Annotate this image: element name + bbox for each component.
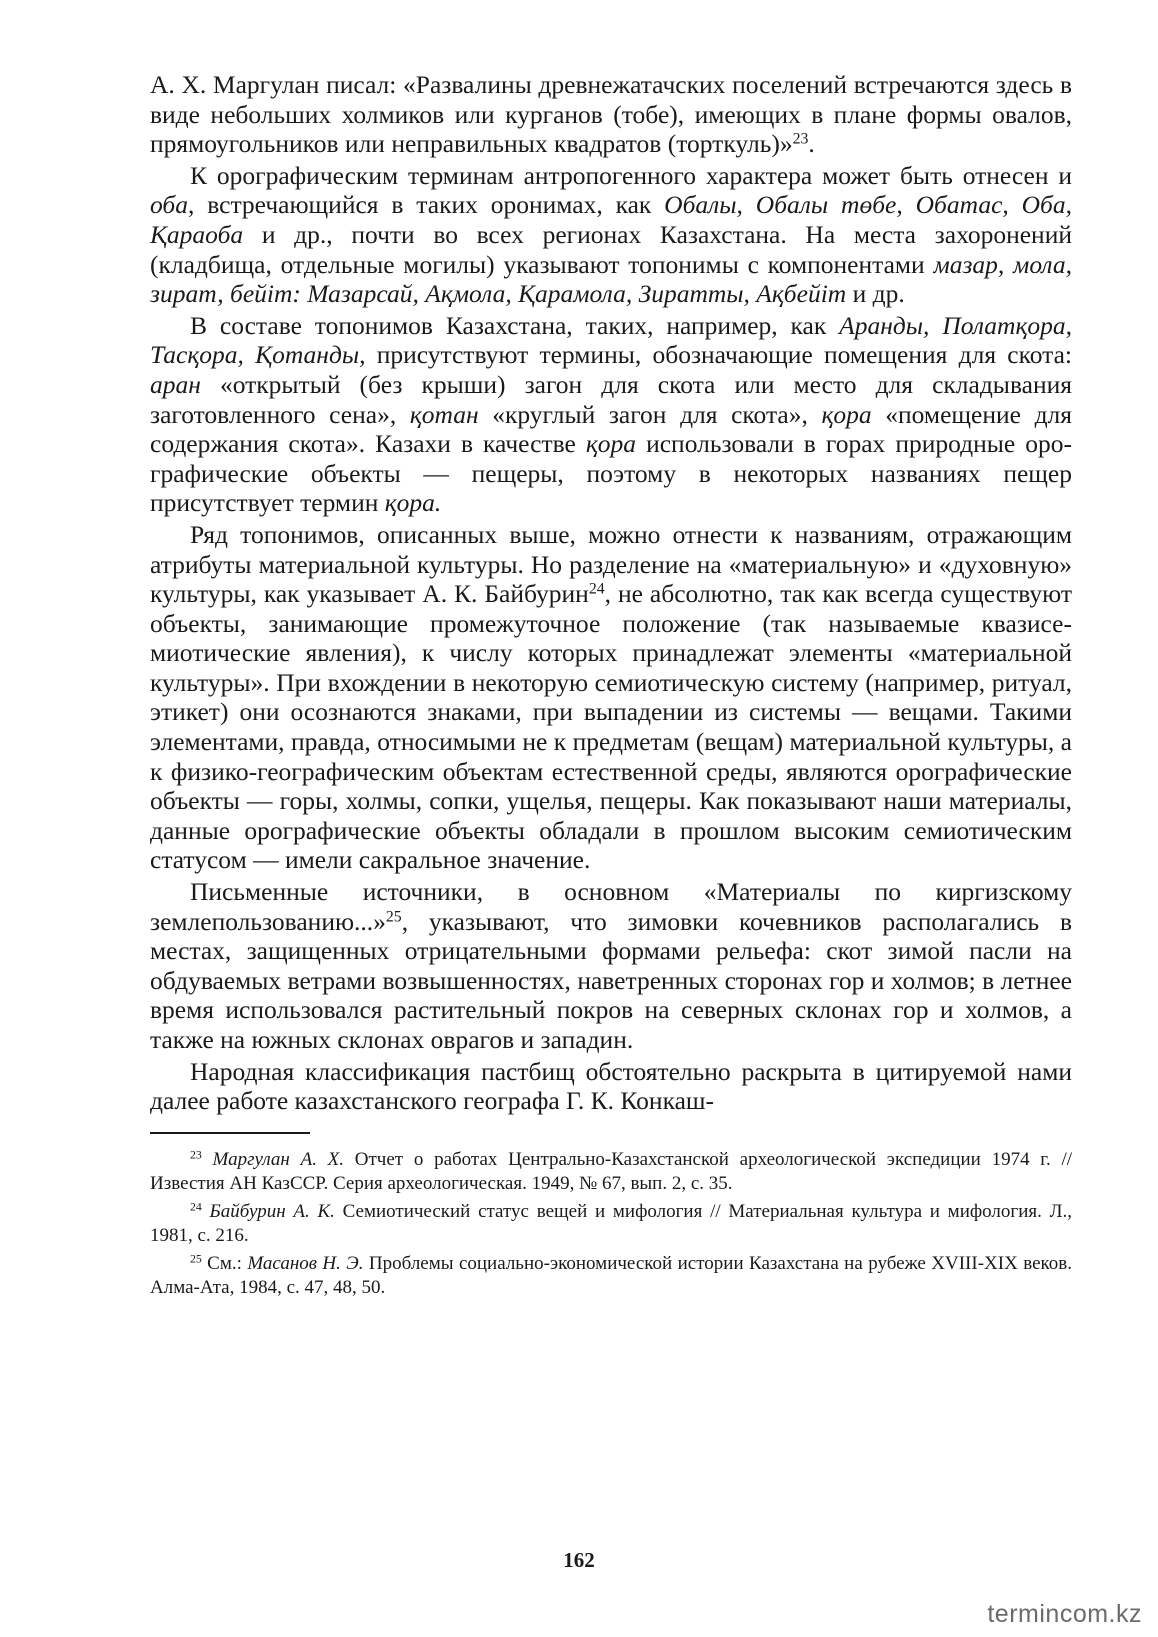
text-run: Ряд топонимов, описанных выше, можно отнести к названиям, отражающим атрибуты материальной культуры. Но разделение на «материальную» и «духовную» культуры, как указывает А. К. Байбурин — [150, 519, 1072, 609]
text-run: и др. — [846, 279, 905, 309]
text-run: В составе топонимов Казахстана, таких, например, как — [190, 310, 840, 340]
text-run: , не абсолютно, так как всегда существуют объекты, занимающие промежуточное положение (так называемые квазисемиотические явления), к числу которых принадлежат элементы «материальной культуры». При вхождении в некоторую семиотическую систему (например, ритуал, этикет) они осознаются знаками, при выпадении из системы — вещами. Такими элементами, правда, относимыми не к предметам (вещам) материальной культуры, а к физико-географическим объектам естественной среды, являются орографические объекты — горы, холмы, сопки, ущелья, пещеры. Как показывают наши материалы, данные орографические объекты обладали в прошлом высоким семиотическим статусом — имели сакральное значение. — [150, 579, 1072, 875]
italic-term: қотан — [409, 399, 479, 429]
text-run: «открытый (без крыши) загон для скота или место для складывания заготовленного сена», — [150, 369, 1072, 429]
text-run: Письменные источники, в основном «Материалы по киргизскому землепользованию...» — [150, 877, 1072, 936]
italic-term: Байбурин А. К. — [209, 1200, 335, 1222]
italic-term: аран — [150, 369, 201, 399]
page-number: 162 — [563, 1548, 595, 1572]
paragraph — [150, 1057, 1072, 1116]
paragraph — [150, 520, 1072, 875]
text-run — [202, 1201, 210, 1222]
text-run: использовали в горах природные орографические объекты — пещеры, поэтому в некоторых названиях пещер присутствует термин — [150, 429, 1072, 518]
footnote-ref: 25 — [190, 1252, 202, 1266]
text-run — [202, 1149, 213, 1170]
paragraph — [150, 161, 1072, 309]
footnotes — [150, 1148, 1072, 1301]
footnote-ref: 23 — [792, 130, 809, 148]
text-run: К орографическим терминам антропогенного характера может быть отнесен и — [190, 160, 1072, 190]
italic-term: Масанов Н. Э. — [247, 1252, 364, 1274]
footnote-divider — [150, 1132, 310, 1134]
footnote-ref: 23 — [190, 1148, 202, 1162]
text-run: А. Х. Маргулан писал: «Развалины древнежатачских поселений встречаются здесь в виде небольших холмиков или курганов (тобе), имеющих в плане формы овалов, прямоугольников или неправильных квадратов (торткуль)» — [150, 70, 1072, 159]
italic-term: Маргулан А. Х. — [212, 1148, 345, 1170]
paragraph — [150, 877, 1072, 1055]
footnote-ref: 25 — [385, 907, 402, 925]
text-run: и др., почти во всех регионах Казахстана. На места захоронений (кладбища, отдельные могилы) указывают топонимы с компонентами — [150, 219, 1072, 279]
text-run: присутствуют термины, обозначающие помещения для скота: — [365, 340, 1072, 370]
text-run: Семиотический статус вещей и мифология // Материальная культура и мифология. Л., 1981, с. 216. — [150, 1200, 1072, 1247]
watermark: termincom.kz — [987, 1600, 1142, 1628]
paragraph — [150, 311, 1072, 518]
text-run: См.: — [201, 1252, 248, 1274]
footnote — [150, 1148, 1072, 1197]
text-run: Проблемы социально-экономической истории Казахстана на рубеже XVIII-XIX веков. Алма-Ата, 1984, с. 47, 48, 50. — [150, 1252, 1072, 1299]
footnote-ref: 24 — [190, 1200, 202, 1214]
main-text — [150, 70, 1072, 1116]
italic-term: қора — [585, 429, 637, 459]
italic-term: қора — [821, 399, 872, 429]
italic-term: мазар, мола, зират, бейiт: Мазарсай, Ақмола, Қарамола, Зиратты, Ақбейiт — [150, 249, 1072, 309]
text-run: . — [808, 129, 815, 159]
paragraph — [150, 70, 1072, 159]
italic-term: оба — [150, 190, 188, 220]
footnote — [150, 1200, 1072, 1249]
text-run: , указывают, что зимовки кочевников располагались в местах, защищенных отрицательными формами рельефа: скот зимой пасли на обдуваемых ветрами возвышенностях, наветренных сторонах гор и холмов; в летнее время использовался растительный покров на северных склонах гор и холмов, а также на южных склонах оврагов и западин. — [150, 906, 1072, 1054]
text-run: , встречающийся в таких оронимах, как — [188, 190, 665, 220]
text-run: Народная классификация пастбищ обстоятельно раскрыта в цитируемой нами далее работе казахстанского географа Г. К. Конкаш- — [150, 1056, 1072, 1116]
italic-term: Аранды, Полатқора, Тасқора, Қотанды, — [150, 310, 1072, 370]
text-run: Отчет о работах Центрально-Казахстанской археологической экспедиции 1974 г. // Известия АН КазССР. Серия археологическая. 1949, № 67, вып. 2, с. 35. — [150, 1148, 1073, 1195]
page-content — [150, 70, 1072, 1301]
footnote — [150, 1252, 1072, 1301]
footnote-ref: 24 — [588, 580, 605, 598]
italic-term: қора. — [384, 488, 442, 518]
text-run: «круглый загон для скота», — [478, 399, 822, 429]
text-run: «помещение для содержания скота». Казахи в качестве — [150, 399, 1072, 459]
italic-term: Обалы, Обалы төбе, Обатас, Оба, Қараоба — [150, 190, 1072, 249]
